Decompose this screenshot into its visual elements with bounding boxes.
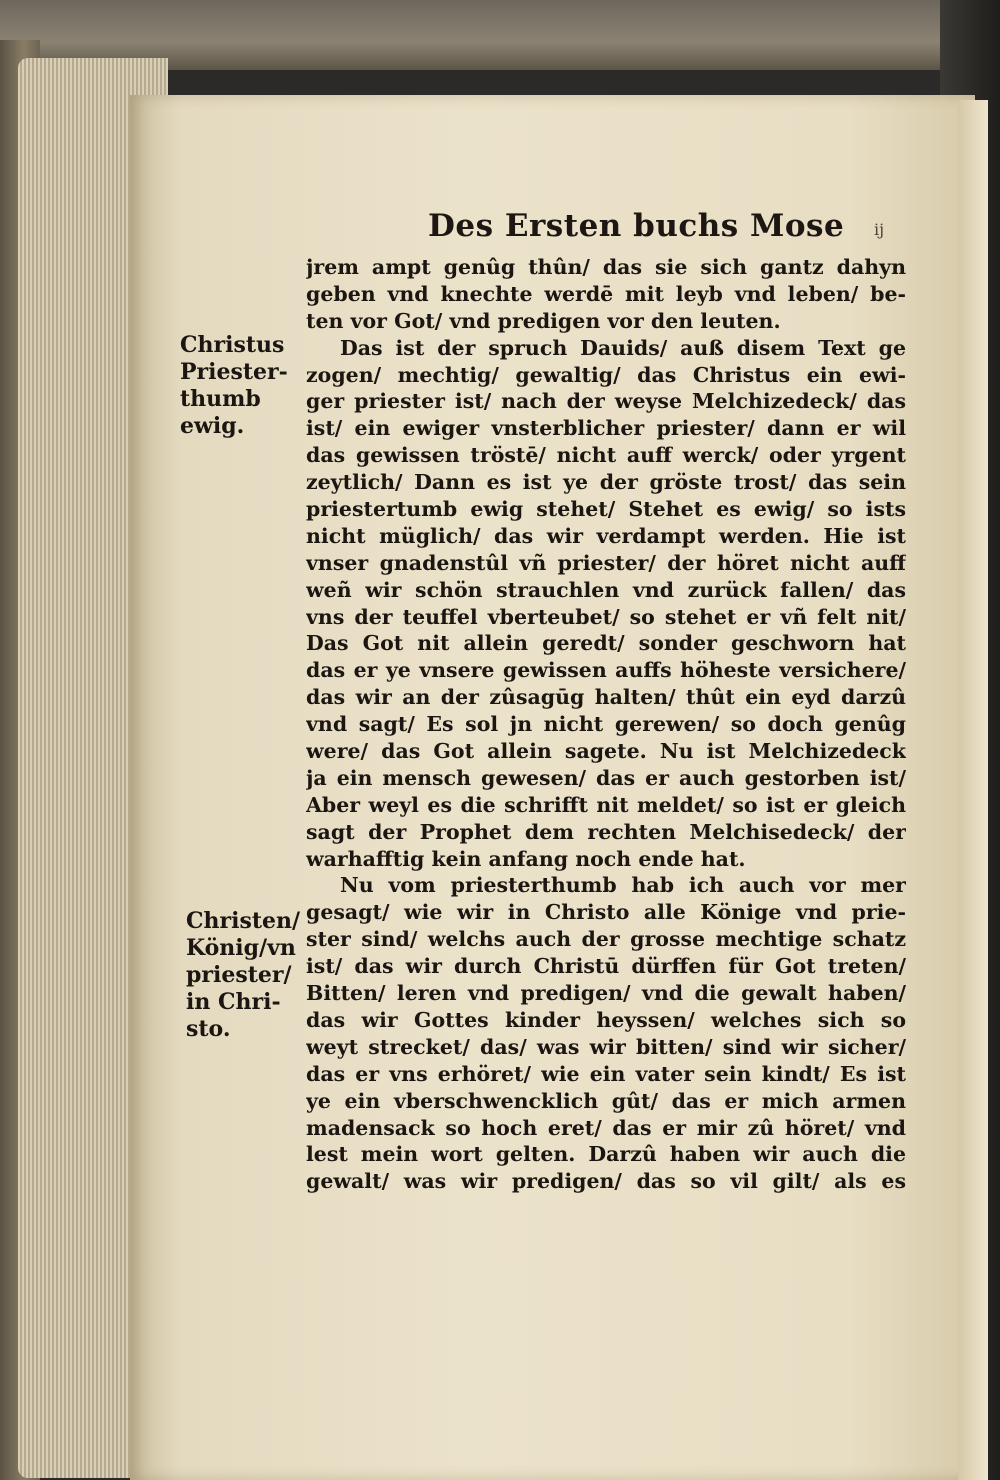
text-line: vnd sagt/ Es sol jn nicht gerewen/ so doch genûg <box>306 712 906 737</box>
text-line: ten vor Got/ vnd predigen vor den leuten. <box>306 308 781 333</box>
text-line: gewalt/ was wir predigen/ das so vil gilt/ als es <box>306 1169 906 1194</box>
text-line: jrem ampt genûg thûn/ das sie sich gantz dahyn <box>306 255 906 279</box>
text-line: ist/ ein ewiger vnsterblicher priester/ dann er wil <box>306 416 906 441</box>
text-line: weyt strecket/ das/ was wir bitten/ sind wir sicher/ <box>306 1034 906 1059</box>
text-line: Das Got nit allein geredt/ sonder geschworn hat <box>306 631 906 656</box>
text-line: sagt der Prophet dem rechten Melchisedeck/ der <box>306 819 906 844</box>
text-line: ja ein mensch gewesen/ das er auch gestorben ist/ <box>306 765 906 790</box>
folio-mark: ij <box>874 220 885 239</box>
margin-note-line: König/vn <box>186 935 296 961</box>
text-line: warhafftig kein anfang noch ende hat. <box>306 846 746 871</box>
margin-note-line: Christus <box>180 332 285 358</box>
margin-note-line: Christen/ <box>186 908 301 934</box>
margin-note-2 <box>186 908 300 1043</box>
text-line: zeytlich/ Dann es ist ye der gröste trost/ das sein <box>306 470 906 495</box>
margin-note-line: thumb <box>180 386 261 412</box>
text-line: das wir Gottes kinder heyssen/ welches sich so <box>306 1007 906 1032</box>
margin-note-line: in Chri- <box>186 989 281 1015</box>
text-line: Nu vom priesterthumb hab ich auch vor mer <box>340 873 906 898</box>
margin-note-line: Priester- <box>180 359 288 385</box>
text-line: priestertumb ewig stehet/ Stehet es ewig/ so ists <box>306 497 906 522</box>
text-line: das er vns erhöret/ wie ein vater sein kindt/ Es ist <box>306 1061 906 1086</box>
body-text <box>306 254 906 1195</box>
text-line: ster sind/ welchs auch der grosse mechtige schatz <box>306 927 906 952</box>
text-line: vnser gnadenstûl vñ priester/ der höret nicht auff <box>306 550 906 575</box>
text-line: madensack so hoch eret/ das er mir zû höret/ vnd <box>306 1115 906 1140</box>
text-line: Aber weyl es die schrifft nit meldet/ so ist er gleich <box>306 792 906 817</box>
text-line: das er ye vnsere gewissen auffs höheste versichere/ <box>306 658 906 683</box>
text-line: geben vnd knechte werdē mit leyb vnd leben/ be- <box>306 281 906 306</box>
margin-note-line: sto. <box>186 1016 231 1042</box>
text-line: weñ wir schön strauchlen vnd zurück fallen/ das <box>306 577 906 602</box>
text-line: nicht müglich/ das wir verdampt werden. Hie ist <box>306 523 906 548</box>
text-line: das wir an der zûsagūg halten/ thût ein eyd darzû <box>306 685 906 710</box>
text-line: gesagt/ wie wir in Christo alle Könige vnd prie- <box>306 900 906 925</box>
margin-note-line: ewig. <box>180 413 245 439</box>
text-line: ye ein vberschwencklich gût/ das er mich armen <box>306 1088 906 1113</box>
text-line: Bitten/ leren vnd predigen/ vnd die gewalt haben/ <box>306 981 906 1006</box>
facing-page-edge <box>958 100 988 1480</box>
margin-note-1 <box>180 332 288 440</box>
text-line: ist/ das wir durch Christū dürffen für Got treten/ <box>306 954 906 979</box>
text-line: das gewissen tröstē/ nicht auff werck/ oder yrgent <box>306 443 906 468</box>
text-line: Das ist der spruch Dauids/ auß disem Text ge <box>340 335 906 360</box>
text-line: vns der teuffel vberteubet/ so stehet er vñ felt nit/ <box>306 604 906 629</box>
text-line: zogen/ mechtig/ gewaltig/ das Christus ein ewi- <box>306 362 906 387</box>
text-line: were/ das Got allein sagete. Nu ist Melchizedeck <box>306 739 906 764</box>
text-line: ger priester ist/ nach der weyse Melchizedeck/ das <box>306 389 906 414</box>
margin-note-line: priester/ <box>186 962 292 988</box>
text-line: lest mein wort gelten. Darzû haben wir auch die <box>306 1142 906 1167</box>
running-title: Des Ersten buchs Mose <box>428 208 845 244</box>
